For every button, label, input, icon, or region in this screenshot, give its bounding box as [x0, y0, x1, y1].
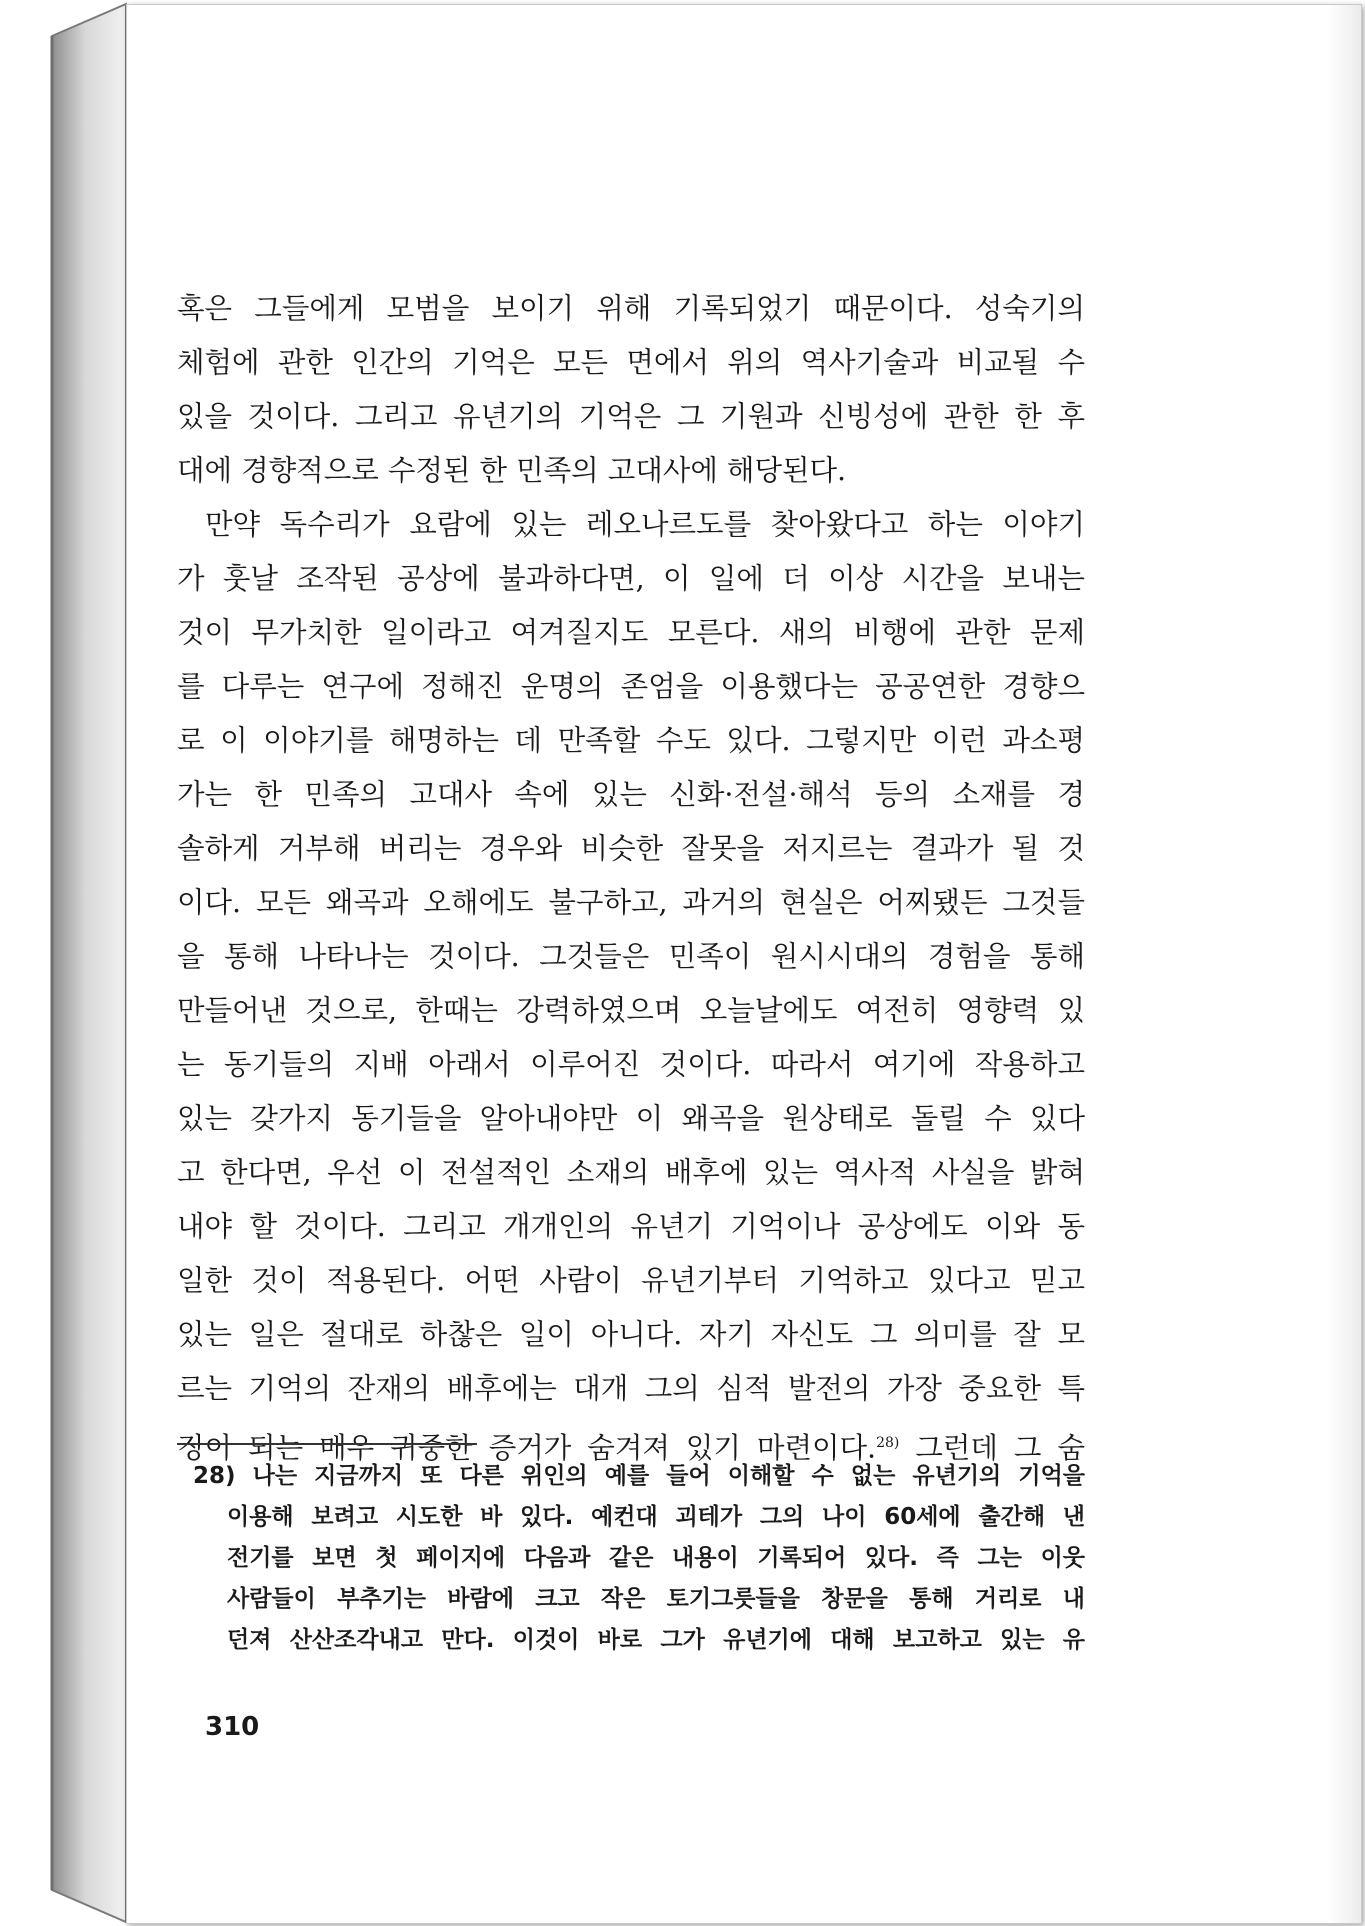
- footnote-line: 던져 산산조각내고 만다. 이것이 바로 그가 유년기에 대해 보고하고 있는 유: [227, 1627, 1085, 1653]
- footnote-number: 28): [193, 1463, 236, 1489]
- footnote-reference: 28): [876, 1435, 900, 1451]
- body-line: 있을 것이다. 그리고 유년기의 기억은 그 기원과 신빙성에 관한 한 후: [177, 400, 1085, 433]
- body-line: 혹은 그들에게 모범을 보이기 위해 기록되었기 때문이다. 성숙기의: [177, 292, 1085, 325]
- body-line: 로 이 이야기를 해명하는 데 만족할 수도 있다. 그렇지만 이런 과소평: [177, 724, 1085, 757]
- body-line: 이다. 모든 왜곡과 오해에도 불구하고, 과거의 현실은 어찌됐든 그것들: [177, 886, 1085, 919]
- footnote-text: 나는 지금까지 또 다른 위인의 예를 들어 이해할 수 없는 유년기의 기억을: [252, 1463, 1086, 1489]
- body-line: 르는 기억의 잔재의 배후에는 대개 그의 심적 발전의 가장 중요한 특: [177, 1372, 1085, 1405]
- body-line: 을 통해 나타나는 것이다. 그것들은 민족이 원시시대의 경험을 통해: [177, 940, 1085, 973]
- body-line: 가 훗날 조작된 공상에 불과하다면, 이 일에 더 이상 시간을 보내는: [177, 562, 1085, 595]
- body-line: 를 다루는 연구에 정해진 운명의 존엄을 이용했다는 공공연한 경향으: [177, 670, 1085, 703]
- body-line: 체험에 관한 인간의 기억은 모든 면에서 위의 역사기술과 비교될 수: [177, 346, 1085, 379]
- body-line-part: 그런데 그 숨: [899, 1431, 1085, 1465]
- body-line: 일한 것이 적용된다. 어떤 사람이 유년기부터 기억하고 있다고 믿고: [177, 1264, 1085, 1297]
- body-text: [177, 282, 1085, 1470]
- page-number: 310: [205, 1712, 260, 1742]
- body-line: 있는 갖가지 동기들을 알아내야만 이 왜곡을 원상태로 돌릴 수 있다: [177, 1102, 1085, 1135]
- footnote-line: 전기를 보면 첫 페이지에 다음과 같은 내용이 기록되어 있다. 즉 그는 이웃: [227, 1545, 1085, 1571]
- body-line: 것이 무가치한 일이라고 여겨질지도 모른다. 새의 비행에 관한 문제: [177, 616, 1085, 649]
- body-line: 만들어낸 것으로, 한때는 강력하였으며 오늘날에도 여전히 영향력 있: [177, 994, 1085, 1027]
- body-line: 내야 할 것이다. 그리고 개개인의 유년기 기억이나 공상에도 이와 동: [177, 1210, 1085, 1243]
- body-line: 고 한다면, 우선 이 전설적인 소재의 배후에 있는 역사적 사실을 밝혀: [177, 1156, 1085, 1189]
- body-line: 만약 독수리가 요람에 있는 레오나르도를 찾아왔다고 하는 이야기: [205, 508, 1085, 541]
- page-edge-shadow: [1327, 5, 1361, 1923]
- body-line: 는 동기들의 지배 아래서 이루어진 것이다. 따라서 여기에 작용하고: [177, 1048, 1085, 1081]
- footnote-line: 사람들이 부추기는 바람에 크고 작은 토기그릇들을 창문을 통해 거리로 내: [227, 1586, 1085, 1612]
- body-line: 가는 한 민족의 고대사 속에 있는 신화·전설·해석 등의 소재를 경: [177, 778, 1085, 811]
- footnote: [193, 1456, 1085, 1661]
- body-line-part: 징이 되는 매우 귀중한 증거가 숨겨져 있기 마련이다.: [177, 1431, 877, 1465]
- footnote-divider: [177, 1443, 477, 1445]
- footnote-line: 이용해 보려고 시도한 바 있다. 예컨대 괴테가 그의 나이 60세에 출간해 낸: [227, 1504, 1085, 1530]
- body-line: 솔하게 거부해 버리는 경우와 비슷한 잘못을 저지르는 결과가 될 것: [177, 832, 1085, 865]
- footnote-line-first: [193, 1456, 1085, 1497]
- body-line: 대에 경향적으로 수정된 한 민족의 고대사에 해당된다.: [177, 454, 847, 487]
- body-line: 있는 일은 절대로 하찮은 일이 아니다. 자기 자신도 그 의미를 잘 모: [177, 1318, 1085, 1351]
